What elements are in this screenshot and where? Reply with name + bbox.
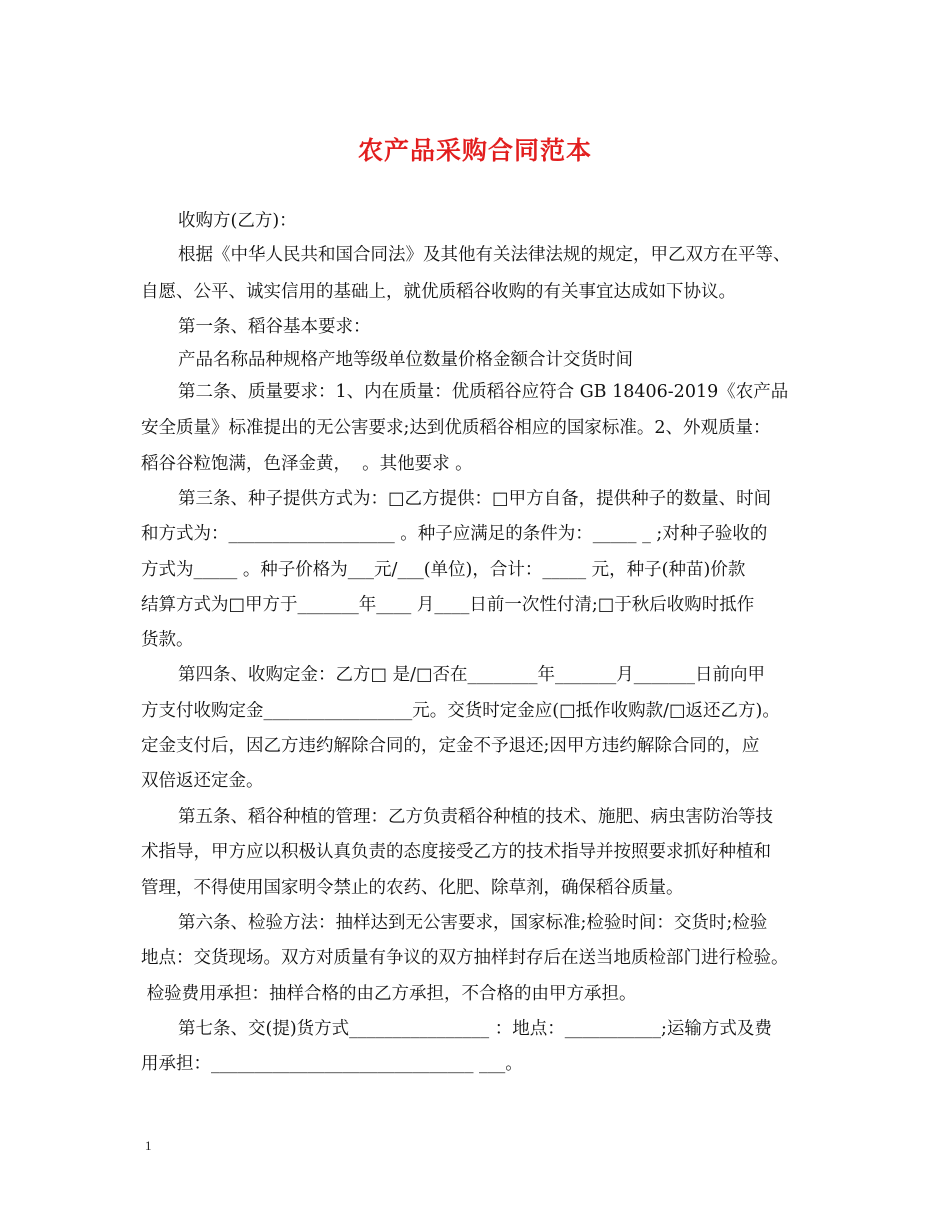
document-title: 农产品采购合同范本 (357, 136, 592, 165)
paragraph-line: 产品名称品种规格产地等级单位数量价格金额合计交货时间 (178, 350, 633, 370)
paragraph-line: 定金支付后，因乙方违约解除合同的，定金不予退还;因甲方违约解除合同的，应 (141, 736, 760, 756)
paragraph-line: 地点：交货现场。双方对质量有争议的双方抽样封存后在送当地质检部门进行检验。 (141, 948, 789, 968)
paragraph-line: 第五条、稻谷种植的管理：乙方负责稻谷种植的技术、施肥、病虫害防治等技 (178, 807, 773, 827)
paragraph-line: 第七条、交(提)货方式________________ ：地点：___________;运输方式及费 (178, 1019, 772, 1039)
paragraph-line: 结算方式为□甲方于_______年____ 月____日前一次性付清;□于秋后收购时抵作 (141, 595, 755, 615)
paragraph-line: 货款。 (141, 630, 194, 650)
paragraph-line: 和方式为：___________________ 。种子应满足的条件为：_____ _ ;对种子验收的 (141, 524, 768, 544)
paragraph-line: 方支付收购定金_________________元。交货时定金应(□抵作收购款/□返还乙方)。 (141, 701, 780, 721)
paragraph-line: 第四条、收购定金：乙方□ 是/□否在________年_______月_______日前向甲 (178, 665, 766, 685)
paragraph-line: 第二条、质量要求：1、内在质量：优质稻谷应符合 GB 18406-2019《农产品 (178, 382, 789, 402)
paragraph-line: 第六条、检验方法：抽样达到无公害要求，国家标准;检验时间：交货时;检验 (178, 913, 768, 933)
paragraph-line: 术指导，甲方应以积极认真负责的态度接受乙方的技术指导并按照要求抓好种植和 (141, 842, 771, 862)
paragraph-line: 根据《中华人民共和国合同法》及其他有关法律法规的规定，甲乙双方在平等、 (178, 245, 791, 265)
paragraph-line: 收购方(乙方)： (178, 211, 297, 231)
paragraph-line: 自愿、公平、诚实信用的基础上，就优质稻谷收购的有关事宜达成如下协议。 (141, 282, 736, 302)
paragraph-line: 方式为_____ 。种子价格为___元/___(单位)，合计：_____ 元，种子(种苗)价款 (141, 560, 746, 580)
paragraph-line: 检验费用承担：抽样合格的由乙方承担，不合格的由甲方承担。 (141, 984, 637, 1004)
paragraph-line: 稻谷谷粒饱满，色泽金黄， 。其他要求 。 (141, 454, 473, 474)
paragraph-line: 管理，不得使用国家明令禁止的农药、化肥、除草剂，确保稻谷质量。 (141, 878, 684, 898)
paragraph-line: 双倍返还定金。 (141, 771, 264, 791)
paragraph-line: 安全质量》标准提出的无公害要求;达到优质稻谷相应的国家标准。2、外观质量： (141, 418, 771, 438)
paragraph-line: 第三条、种子提供方式为：□乙方提供：□甲方自备，提供种子的数量、时间 (178, 489, 772, 509)
paragraph-line: 用承担：______________________________ ___。 (141, 1054, 523, 1074)
page-number: 1 (145, 1138, 152, 1153)
paragraph-line: 第一条、稻谷基本要求： (178, 317, 371, 337)
